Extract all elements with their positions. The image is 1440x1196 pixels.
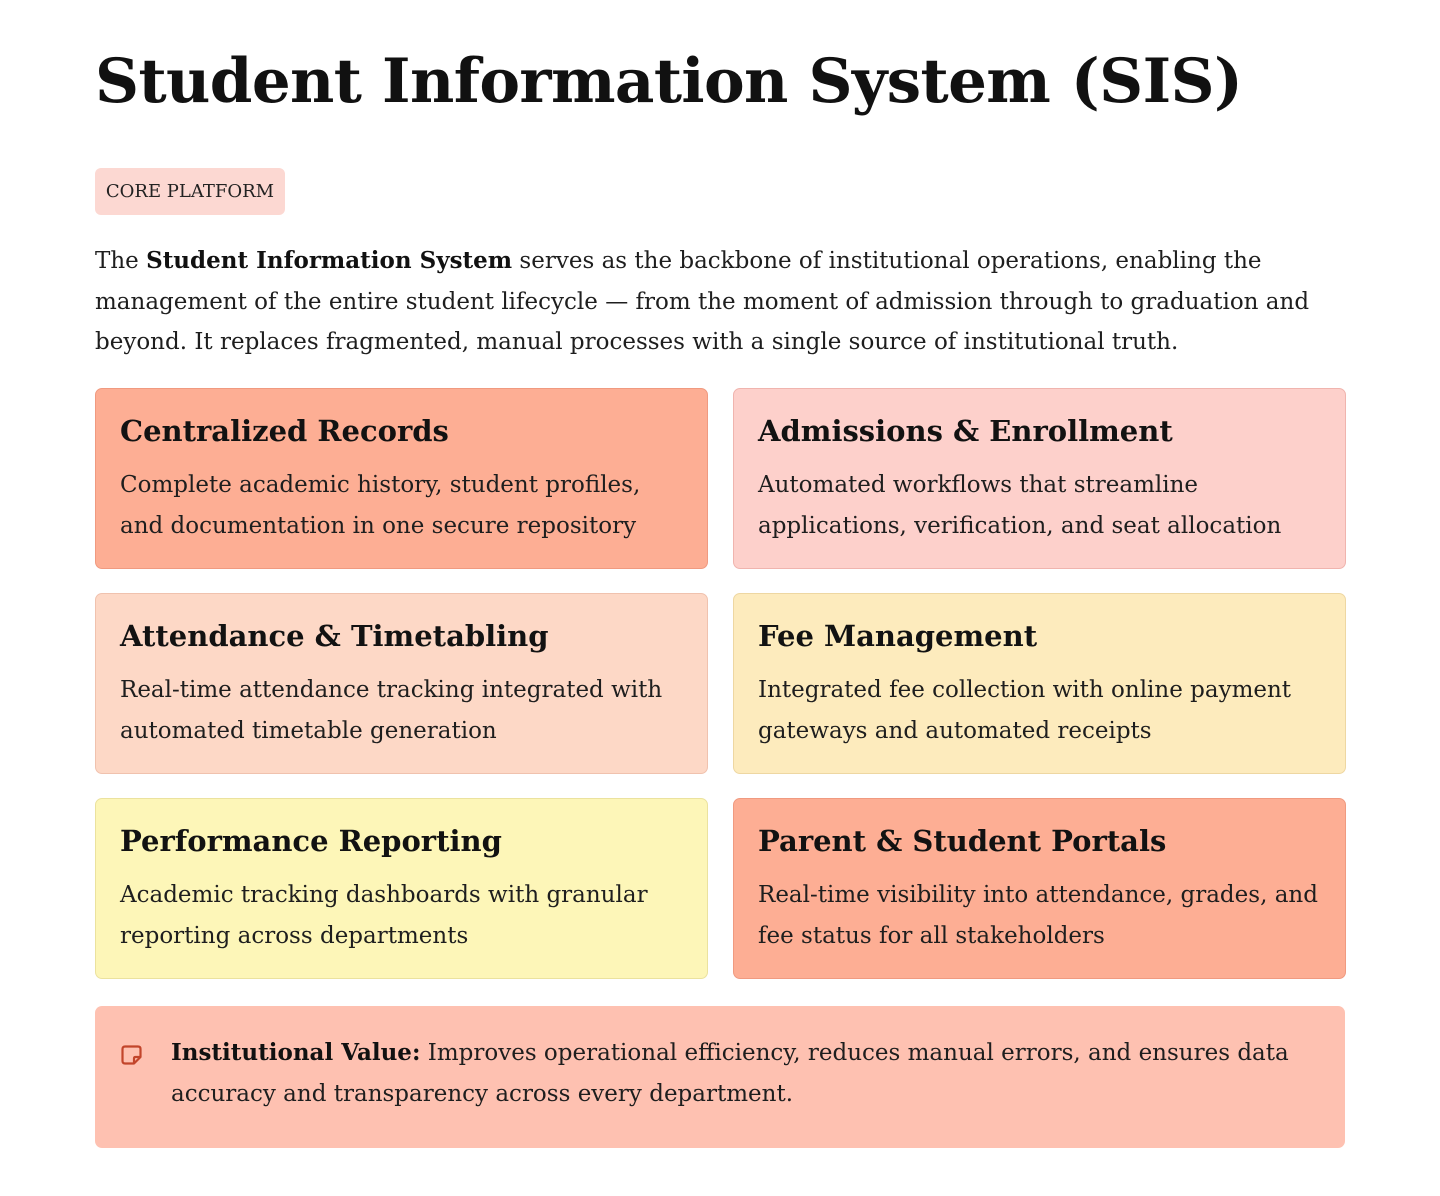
sticky-note-icon <box>121 1044 143 1066</box>
feature-card-admissions-enrollment <box>733 388 1346 569</box>
feature-card-parent-student-portals <box>733 798 1346 979</box>
intro-emphasis: Student Information System <box>146 247 513 274</box>
feature-card-centralized-records <box>95 388 708 569</box>
intro-paragraph <box>95 241 1345 363</box>
feature-card-performance-reporting <box>95 798 708 979</box>
feature-card-attendance-timetabling <box>95 593 708 774</box>
category-tag: CORE PLATFORM <box>95 168 285 215</box>
callout-text <box>171 1033 1301 1114</box>
feature-card-title: Attendance & Timetabling <box>120 619 549 653</box>
feature-card-title: Fee Management <box>758 619 1038 653</box>
callout-body: Improves operational efficiency, reduces manual errors, and ensures data accuracy and transparency across every department. <box>171 1040 1289 1107</box>
feature-card-fee-management <box>733 593 1346 774</box>
intro-suffix: serves as the backbone of institutional operations, enabling the management of the entire student lifecycle — from the moment of admission through to graduation and beyond. It replaces fragmented, manual processes with a single source of institutional truth. <box>95 248 1310 355</box>
feature-card-description: Real-time visibility into attendance, grades, and fee status for all stakeholders <box>758 882 1318 949</box>
callout-label: Institutional Value: <box>171 1039 421 1066</box>
feature-card-title: Admissions & Enrollment <box>758 414 1173 448</box>
feature-card-description: Complete academic history, student profiles, and documentation in one secure repository <box>120 472 641 539</box>
feature-card-description: Academic tracking dashboards with granular reporting across departments <box>120 882 648 949</box>
page-title: Student Information System (SIS) <box>95 46 1243 117</box>
intro-prefix: The <box>95 248 147 274</box>
feature-card-description: Integrated fee collection with online payment gateways and automated receipts <box>758 677 1292 744</box>
feature-card-description: Automated workflows that streamline applications, verification, and seat allocation <box>758 472 1282 539</box>
institutional-value-callout <box>95 1006 1345 1148</box>
feature-card-title: Parent & Student Portals <box>758 824 1167 858</box>
feature-card-description: Real-time attendance tracking integrated with automated timetable generation <box>120 677 663 744</box>
feature-card-title: Centralized Records <box>120 414 449 448</box>
feature-card-title: Performance Reporting <box>120 824 502 858</box>
